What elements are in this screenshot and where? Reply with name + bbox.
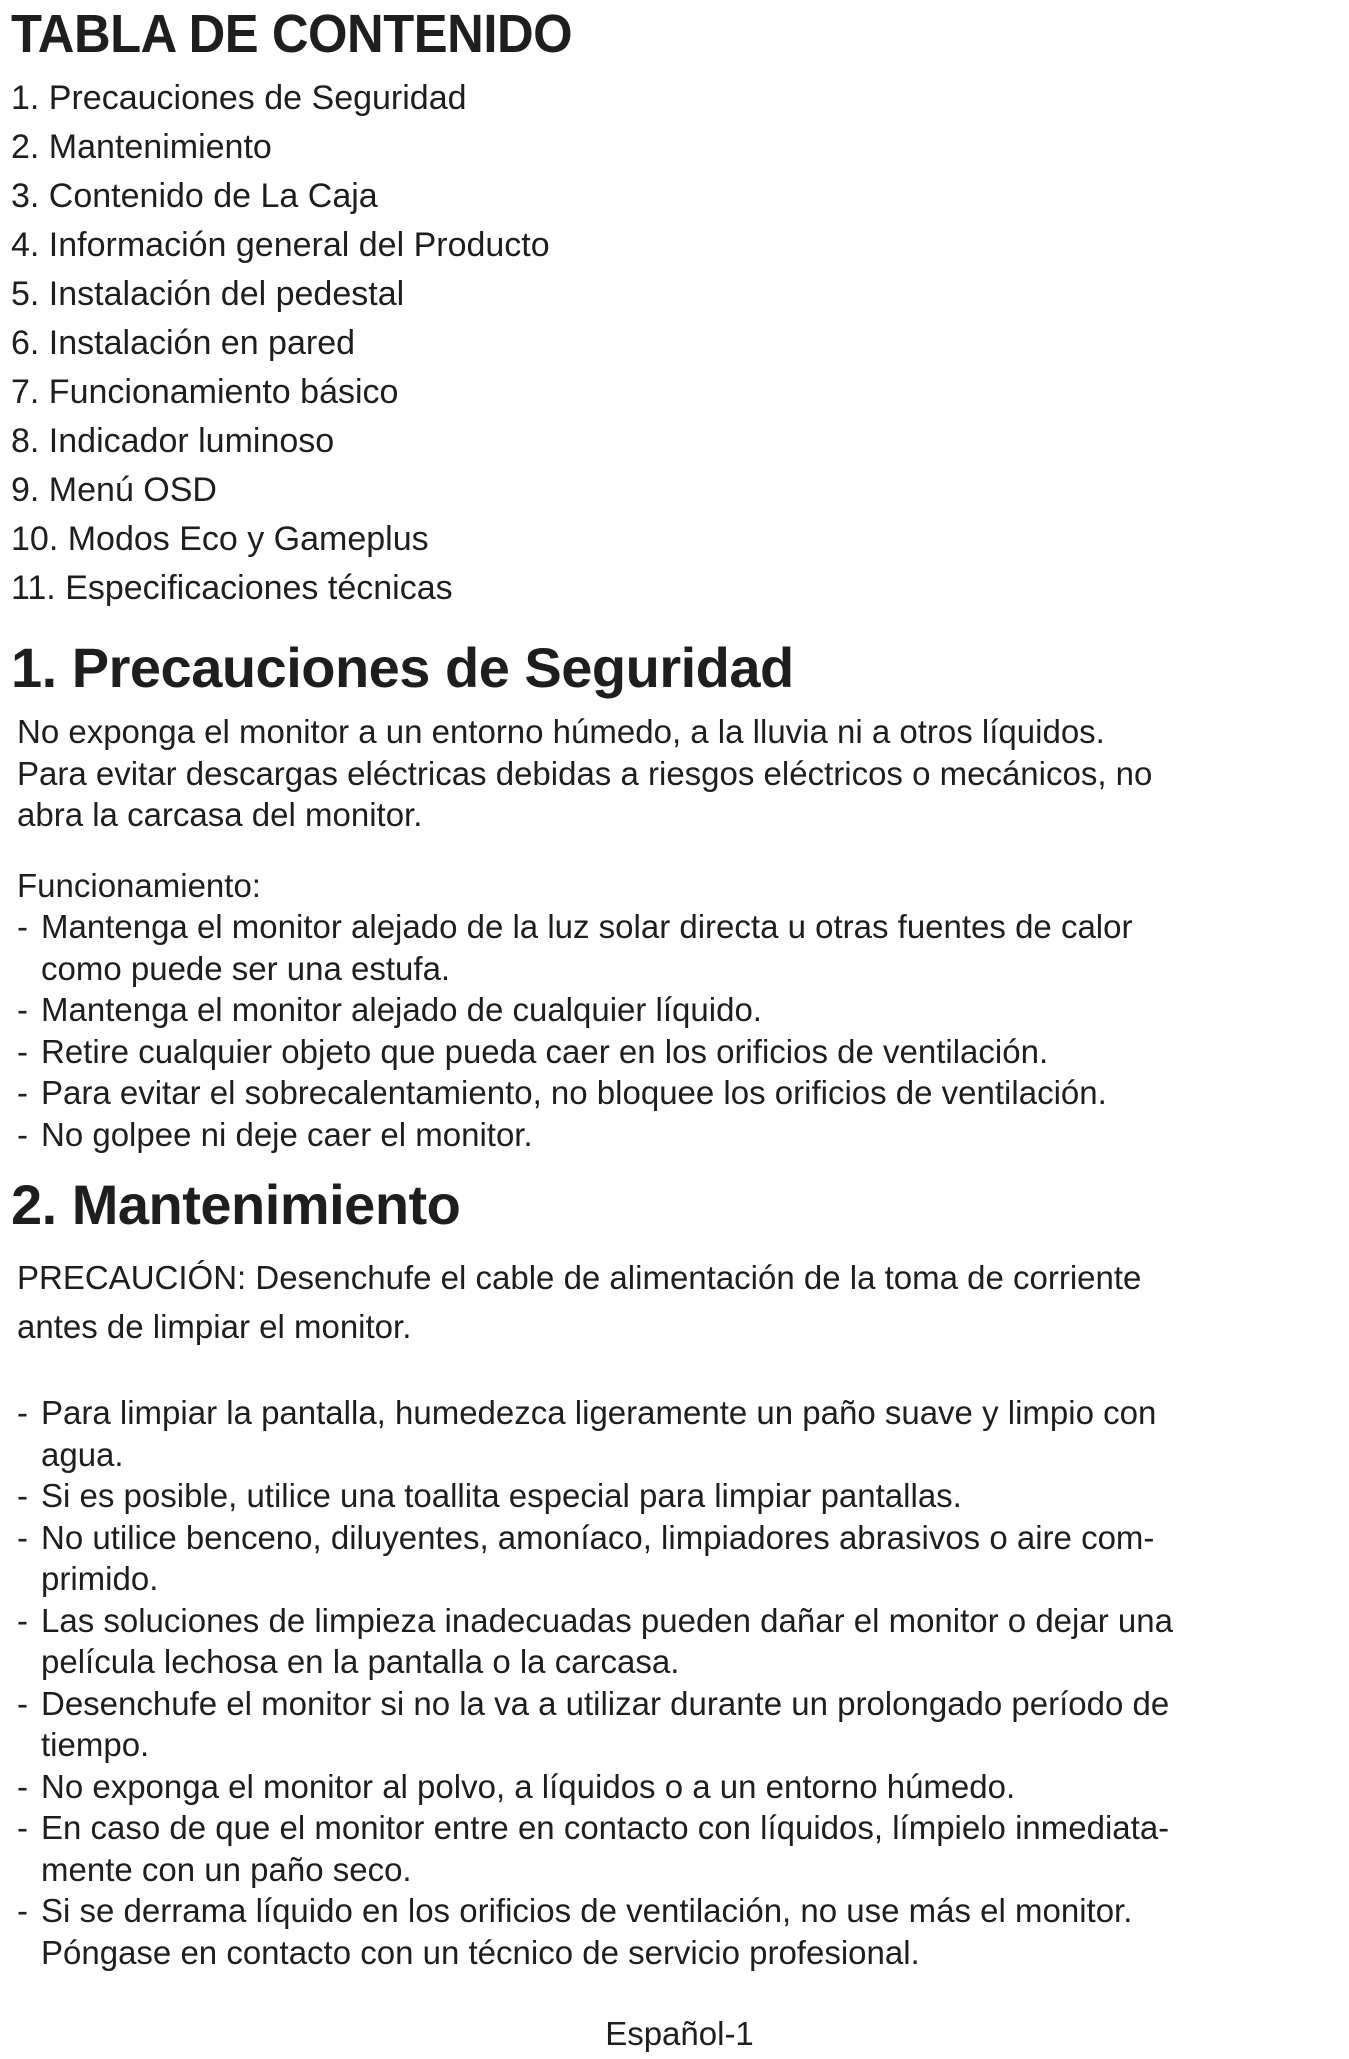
dash-marker: -: [17, 1767, 28, 1805]
maintenance-bullet-list: [17, 1392, 1337, 1973]
list-item: [17, 1392, 1337, 1475]
toc-item: 10. Modos Eco y Gameplus: [11, 520, 429, 558]
toc-item: 5. Instalación del pedestal: [11, 275, 405, 313]
dash-marker: -: [17, 1115, 28, 1153]
operation-label: [17, 865, 1337, 907]
toc-item: 8. Indicador luminoso: [11, 422, 335, 460]
toc-item: 11. Especificaciones técnicas: [11, 569, 453, 607]
list-item: [17, 1517, 1337, 1600]
list-item-line: Para evitar el sobrecalentamiento, no bloquee los orificios de ventilación.: [41, 1074, 1107, 1111]
list-item-line: Retire cualquier objeto que pueda caer en los orificios de ventilación.: [41, 1032, 1049, 1070]
operation-label-text: Funcionamiento:: [17, 867, 261, 904]
list-item: [17, 1114, 1337, 1156]
list-item-line: Si se derrama líquido en los orificios de ventilación, no use más el monitor.: [41, 1892, 1133, 1929]
list-item-line: No exponga el monitor al polvo, a líquidos o a un entorno húmedo.: [41, 1767, 1016, 1805]
list-item: [17, 1890, 1337, 1973]
dash-marker: -: [17, 1032, 28, 1070]
maintenance-caution: [17, 1253, 1337, 1351]
section-title-safety: 1. Precauciones de Seguridad: [11, 636, 794, 699]
list-item-line: No utilice benceno, diluyentes, amoníaco, limpiadores abrasivos o aire com-: [41, 1518, 1155, 1556]
dash-marker: -: [17, 1074, 28, 1111]
safety-intro-line: Para evitar descargas eléctricas debidas a riesgos eléctricos o mecánicos, no: [17, 754, 1153, 792]
safety-intro-line: abra la carcasa del monitor.: [17, 796, 423, 833]
safety-intro-line: No exponga el monitor a un entorno húmedo, a la lluvia ni a otros líquidos.: [17, 713, 1105, 750]
section-title-maintenance: 2. Mantenimiento: [11, 1173, 461, 1236]
list-item: [17, 1807, 1337, 1890]
list-item: [17, 989, 1337, 1031]
list-item: [17, 1766, 1337, 1808]
list-item: [17, 1475, 1337, 1517]
page-footer: Español-1: [605, 2015, 754, 2052]
safety-bullet-list: [17, 906, 1337, 1155]
list-item-line: Póngase en contacto con un técnico de servicio profesional.: [41, 1933, 920, 1971]
dash-marker: -: [17, 1892, 28, 1929]
toc-item: 7. Funcionamiento básico: [11, 373, 399, 411]
list-item-line: En caso de que el monitor entre en contacto con líquidos, límpielo inmediata-: [41, 1809, 1170, 1846]
toc-title: TABLA DE CONTENIDO: [11, 4, 573, 64]
caution-line: PRECAUCIÓN: Desenchufe el cable de alimentación de la toma de corriente: [17, 1259, 1142, 1296]
toc-item: 1. Precauciones de Seguridad: [11, 79, 467, 117]
dash-marker: -: [17, 1809, 28, 1846]
list-item: [17, 1072, 1337, 1114]
dash-marker: -: [17, 1684, 28, 1722]
toc-list: [11, 74, 550, 613]
list-item-line: primido.: [41, 1560, 159, 1597]
dash-marker: -: [17, 1518, 28, 1556]
list-item-line: Las soluciones de limpieza inadecuadas pueden dañar el monitor o dejar una: [41, 1601, 1173, 1639]
list-item-line: No golpee ni deje caer el monitor.: [41, 1115, 533, 1153]
dash-marker: -: [17, 1601, 28, 1639]
list-item-line: agua.: [41, 1435, 124, 1473]
list-item-line: como puede ser una estufa.: [41, 949, 451, 987]
caution-line: antes de limpiar el monitor.: [17, 1308, 412, 1345]
list-item-line: Desenchufe el monitor si no la va a utilizar durante un prolongado período de: [41, 1684, 1170, 1722]
list-item-line: Si es posible, utilice una toallita especial para limpiar pantallas.: [41, 1477, 962, 1514]
toc-item: 3. Contenido de La Caja: [11, 177, 378, 215]
toc-item: 6. Instalación en pared: [11, 324, 356, 362]
dash-marker: -: [17, 991, 28, 1028]
safety-intro: [17, 711, 1337, 836]
dash-marker: -: [17, 1477, 28, 1514]
dash-marker: -: [17, 908, 28, 945]
list-item-line: película lechosa en la pantalla o la carcasa.: [41, 1643, 680, 1680]
dash-marker: -: [17, 1394, 28, 1431]
list-item: [17, 1031, 1337, 1073]
list-item: [17, 906, 1337, 989]
list-item-line: tiempo.: [41, 1726, 150, 1763]
list-item-line: Mantenga el monitor alejado de la luz solar directa u otras fuentes de calor: [41, 908, 1133, 945]
list-item-line: Mantenga el monitor alejado de cualquier líquido.: [41, 991, 762, 1028]
list-item-line: mente con un paño seco.: [41, 1850, 412, 1888]
toc-item: 9. Menú OSD: [11, 471, 217, 509]
list-item: [17, 1683, 1337, 1766]
toc-item: 2. Mantenimiento: [11, 128, 272, 166]
toc-item: 4. Información general del Producto: [11, 226, 550, 264]
list-item-line: Para limpiar la pantalla, humedezca ligeramente un paño suave y limpio con: [41, 1394, 1157, 1431]
list-item: [17, 1600, 1337, 1683]
